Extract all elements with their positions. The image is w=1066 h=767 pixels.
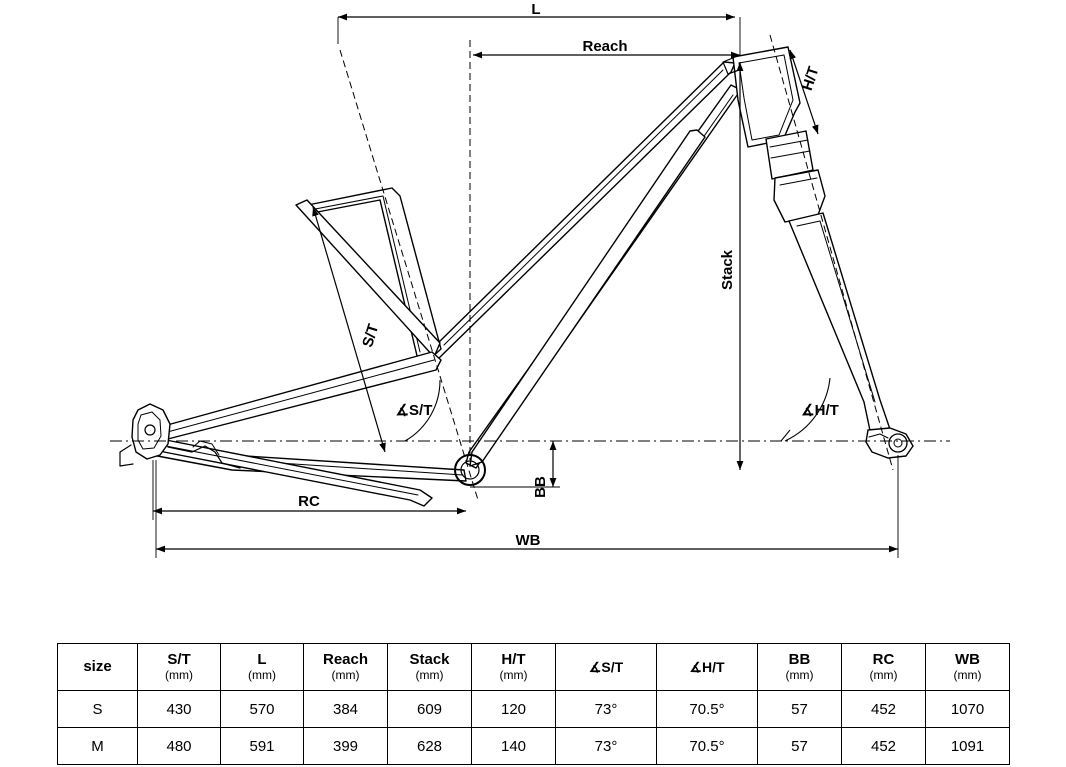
- cell-wb: 1091: [926, 728, 1010, 765]
- cell-stack: 609: [388, 691, 472, 728]
- cell-stack: 628: [388, 728, 472, 765]
- column-header-bb: [758, 644, 842, 691]
- label-seat-tube: S/T: [359, 322, 383, 350]
- cell-ht-angle: 70.5°: [657, 728, 758, 765]
- cell-size: M: [58, 728, 138, 765]
- column-header-ht-label: H/T: [501, 651, 526, 668]
- column-header-wb-label: WB: [955, 651, 980, 668]
- table-row: [58, 691, 1010, 728]
- column-header-ht: [472, 644, 556, 691]
- label-head-tube: H/T: [798, 64, 823, 93]
- column-header-rc: [842, 644, 926, 691]
- column-header-size: [58, 644, 138, 691]
- cell-rc: 452: [842, 728, 926, 765]
- cell-size: S: [58, 691, 138, 728]
- column-header-st-angle-label: ∡S/T: [588, 659, 624, 675]
- column-header-bb-label: BB: [788, 651, 811, 668]
- column-header-stack-unit: (mm): [415, 668, 444, 682]
- cell-reach: 384: [304, 691, 388, 728]
- cell-reach: 399: [304, 728, 388, 765]
- column-header-wb-unit: (mm): [953, 668, 982, 682]
- column-header-wb: [926, 644, 1010, 691]
- cell-bb: 57: [758, 728, 842, 765]
- column-header-rc-label: RC: [872, 651, 895, 668]
- column-header-ht-unit: (mm): [499, 668, 528, 682]
- table-header-row: [58, 644, 1010, 691]
- column-header-rc-unit: (mm): [869, 668, 898, 682]
- column-header-stack: [388, 644, 472, 691]
- cell-st-angle: 73°: [556, 691, 657, 728]
- label-stack: Stack: [719, 249, 736, 291]
- label-reach: Reach: [582, 38, 628, 55]
- cell-l: 570: [221, 691, 304, 728]
- column-header-st-unit: (mm): [165, 668, 193, 682]
- cell-l: 591: [221, 728, 304, 765]
- cell-ht: 120: [472, 691, 556, 728]
- geometry-table: [57, 643, 1010, 765]
- column-header-reach-unit: (mm): [331, 668, 360, 682]
- column-header-ht-angle: [657, 644, 758, 691]
- cell-ht-angle: 70.5°: [657, 691, 758, 728]
- column-header-reach: [304, 644, 388, 691]
- column-header-size-label: size: [83, 658, 112, 675]
- table-row: [58, 728, 1010, 765]
- cell-bb: 57: [758, 691, 842, 728]
- label-wheelbase: WB: [515, 532, 541, 549]
- column-header-l-label: L: [257, 651, 267, 668]
- label-rear-center: RC: [298, 493, 320, 510]
- cell-wb: 1070: [926, 691, 1010, 728]
- column-header-l-unit: (mm): [248, 668, 276, 682]
- label-length: L: [531, 1, 541, 18]
- column-header-st-angle: [556, 644, 657, 691]
- column-header-st: [138, 644, 221, 691]
- cell-rc: 452: [842, 691, 926, 728]
- column-header-bb-unit: (mm): [785, 668, 814, 682]
- column-header-l: [221, 644, 304, 691]
- label-bottom-bracket: BB: [532, 476, 549, 498]
- cell-st: 430: [138, 691, 221, 728]
- label-seat-tube-angle: ∡S/T: [395, 402, 433, 419]
- cell-ht: 140: [472, 728, 556, 765]
- column-header-ht-angle-label: ∡H/T: [689, 659, 725, 675]
- column-header-stack-label: Stack: [409, 651, 450, 668]
- column-header-reach-label: Reach: [322, 651, 369, 668]
- column-header-st-label: S/T: [167, 651, 191, 668]
- label-head-tube-angle: ∡H/T: [801, 402, 839, 419]
- cell-st-angle: 73°: [556, 728, 657, 765]
- cell-st: 480: [138, 728, 221, 765]
- geometry-table-wrapper: [57, 643, 1009, 765]
